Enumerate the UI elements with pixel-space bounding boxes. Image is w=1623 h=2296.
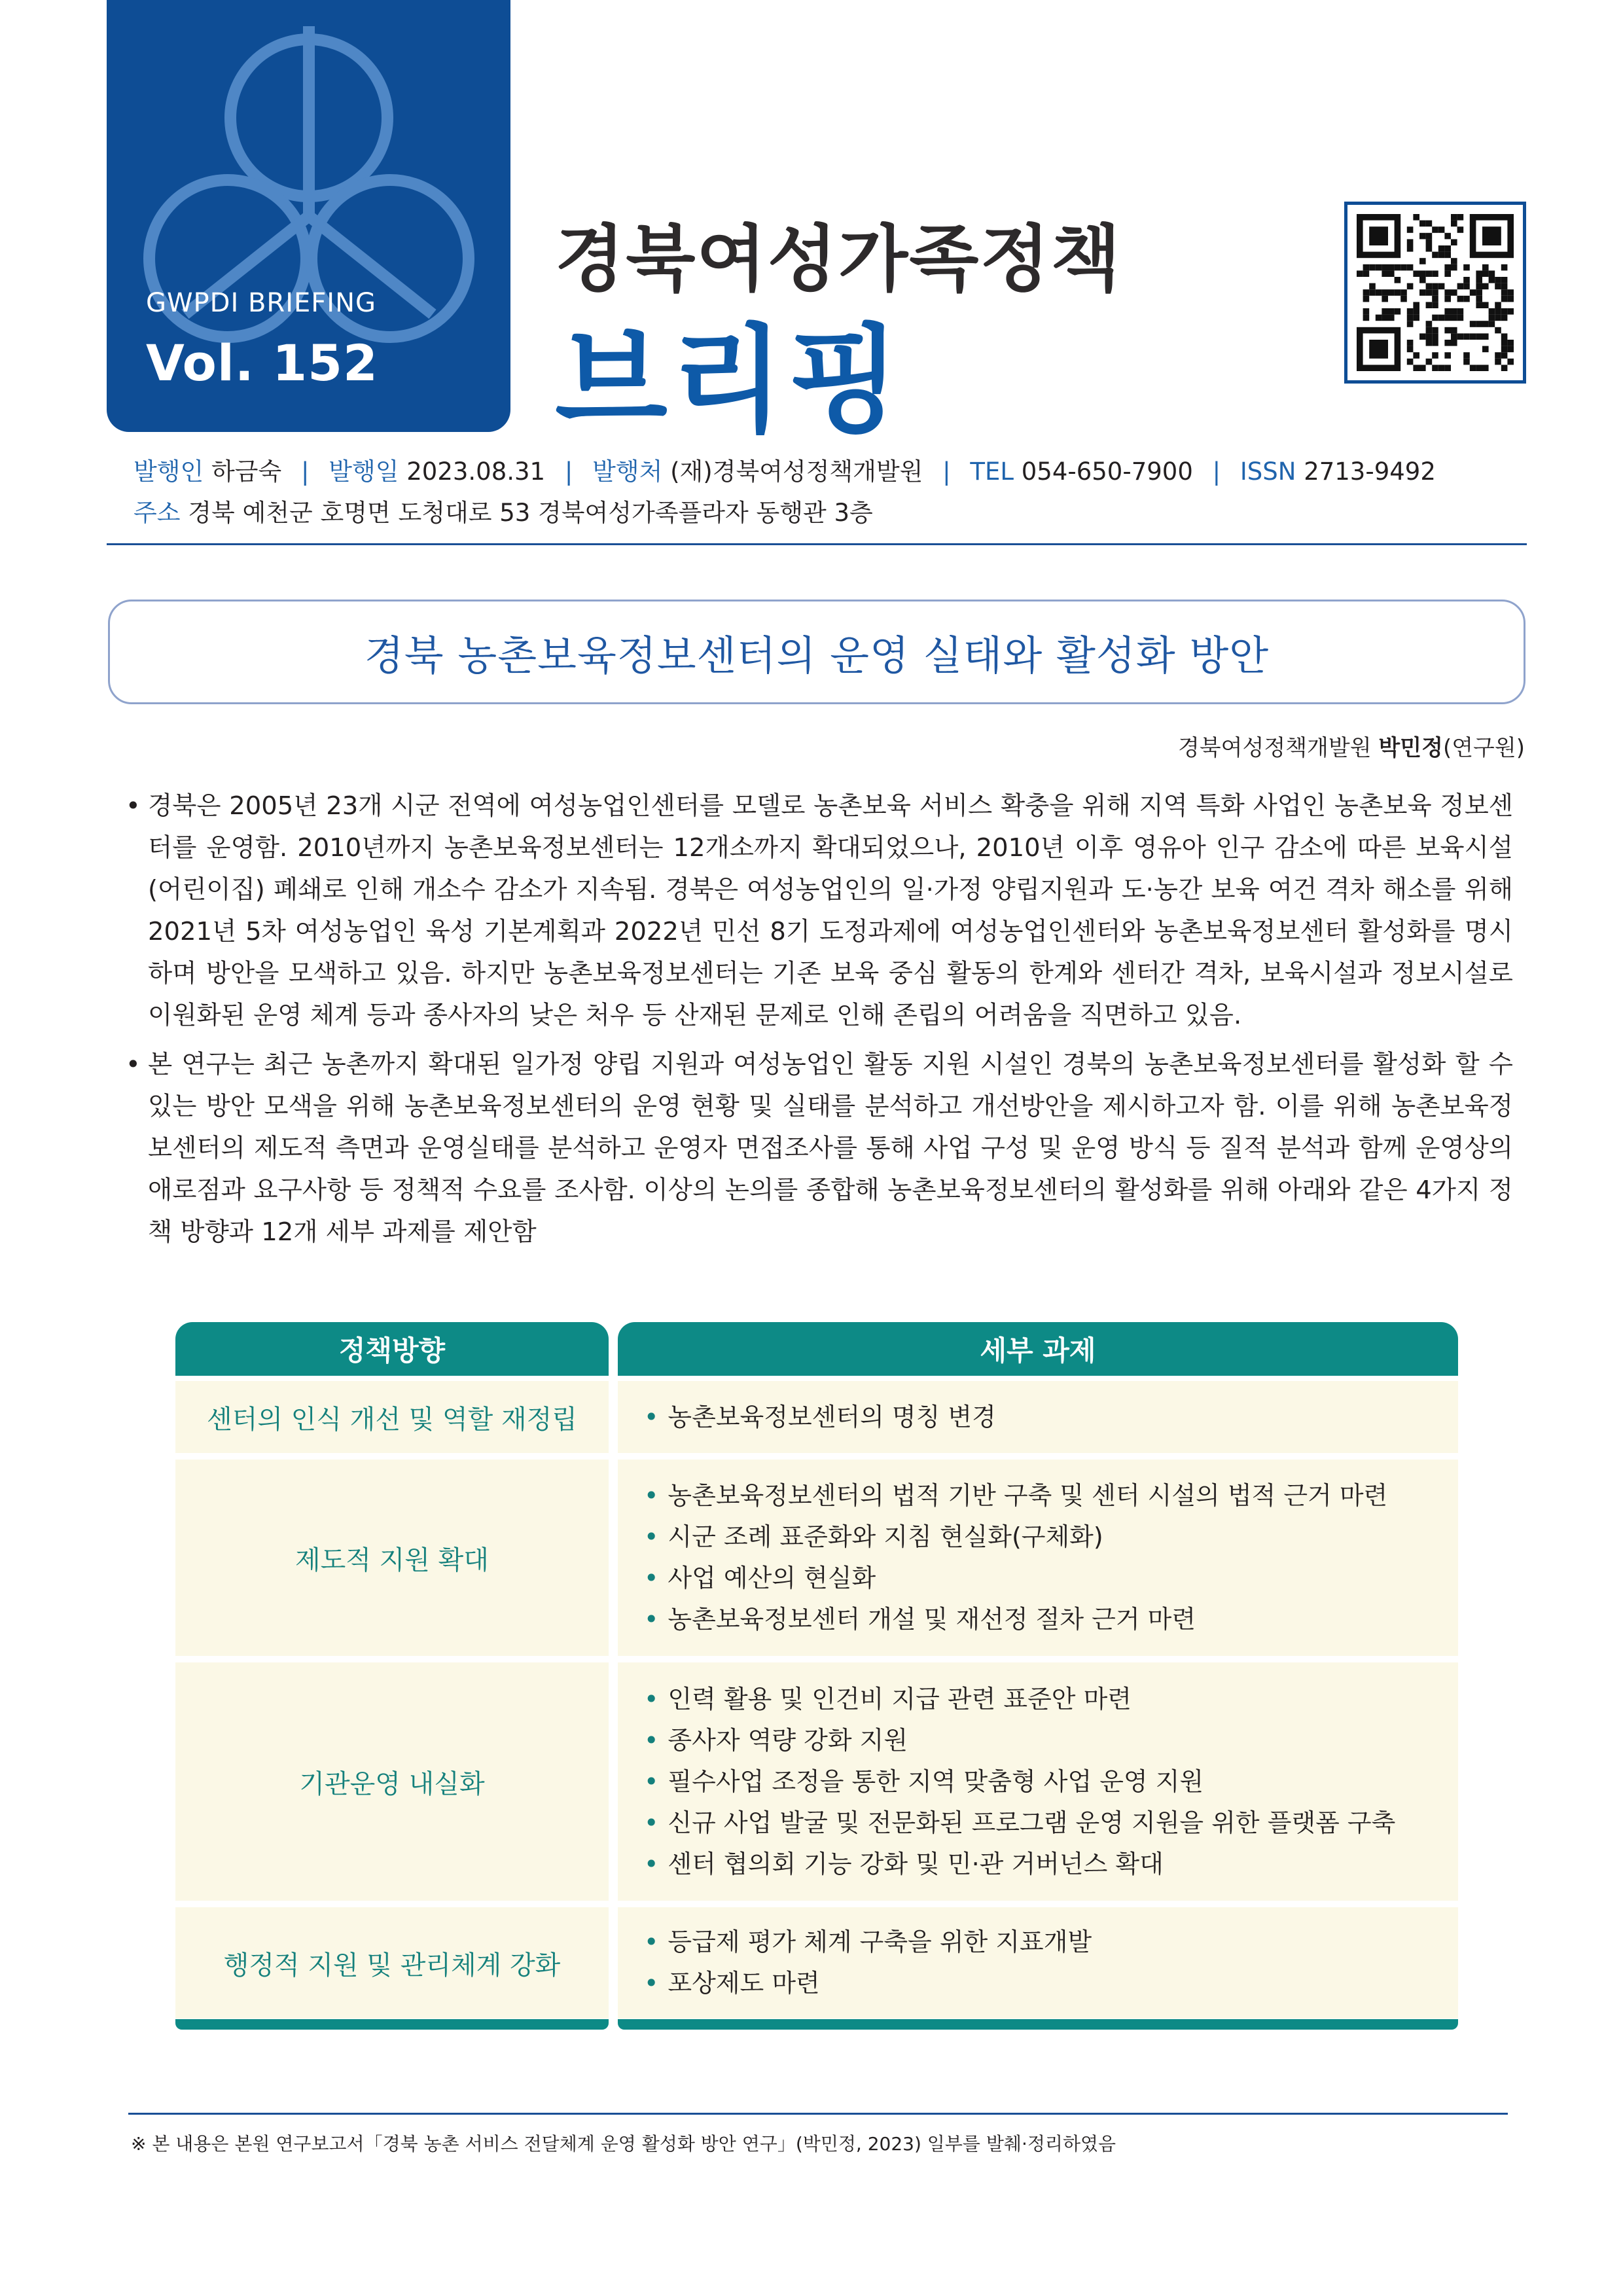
bullet-icon: •: [644, 1684, 659, 1713]
org-label: 발행처: [592, 457, 663, 486]
task-item: [644, 1720, 1458, 1761]
qr-code-icon[interactable]: [1344, 202, 1526, 384]
task-text: 농촌보육정보센터의 명칭 변경: [668, 1402, 996, 1431]
table-row-direction: 기관운영 내실화: [175, 1662, 609, 1901]
separator: |: [301, 457, 310, 486]
task-text: 시군 조례 표준화와 지침 현실화(구체화): [668, 1522, 1103, 1551]
task-item: [644, 1963, 1458, 2004]
task-text: 포상제도 마련: [668, 1969, 820, 1998]
task-text: 센터 협의회 기능 강화 및 민·관 거버넌스 확대: [668, 1849, 1164, 1878]
author-org: 경북여성정책개발원: [1177, 735, 1372, 761]
task-item: [644, 1679, 1458, 1720]
task-text: 종사자 역량 강화 지원: [668, 1725, 908, 1755]
table-row-tasks: [618, 1662, 1458, 1901]
topic-title-box: [108, 600, 1525, 704]
publisher-label: 발행인: [134, 457, 204, 486]
tel-label: TEL: [970, 457, 1014, 486]
footer-divider: [128, 2113, 1508, 2115]
bullet-icon: •: [644, 1808, 659, 1837]
task-text: 신규 사업 발굴 및 전문화된 프로그램 운영 지원을 위한 플랫폼 구축: [668, 1808, 1396, 1837]
bullet-icon: •: [644, 1725, 659, 1755]
task-item: [644, 1761, 1458, 1803]
bullet-icon: •: [644, 1605, 659, 1634]
author-name: 박민정: [1378, 735, 1443, 761]
task-text: 등급제 평가 체계 구축을 위한 지표개발: [668, 1928, 1092, 1956]
task-text: 농촌보육정보센터의 법적 기반 구축 및 센터 시설의 법적 근거 마련: [668, 1481, 1388, 1510]
date-value: 2023.08.31: [406, 457, 546, 486]
briefing-label: GWPDI BRIEFING: [146, 288, 377, 318]
volume-number: Vol. 152: [146, 334, 378, 392]
task-item: [644, 1397, 1458, 1438]
body-paragraph-2: [126, 1044, 1513, 1253]
issn-label: ISSN: [1240, 457, 1296, 486]
table-footer-bar: [618, 2019, 1458, 2030]
task-text: 농촌보육정보센터 개설 및 재선정 절차 근거 마련: [668, 1605, 1196, 1634]
date-label: 발행일: [329, 457, 399, 486]
logo-block: [107, 0, 510, 432]
header-divider: [107, 543, 1527, 545]
publication-info: [134, 452, 1436, 487]
task-item: [644, 1844, 1458, 1885]
table-row-direction: 제도적 지원 확대: [175, 1460, 609, 1656]
bullet-icon: •: [126, 791, 141, 821]
address-value: 경북 예천군 호명면 도청대로 53 경북여성가족플라자 동행관 3층: [188, 499, 873, 527]
paragraph-text: 본 연구는 최근 농촌까지 확대된 일가정 양립 지원과 여성농업인 활동 지원 시설인 경북의 농촌보육정보센터를 활성화 할 수 있는 방안 모색을 위해 농촌보육정보센터의 운영 현황 및 실태를 분석하고 개선방안을 제시하고자 함. 이를 위해 농촌보육정보센터의 제도적 측면과 운영실태를 분석하고 운영자 면접조사를 통해 사업 구성 및 운영 방식 등 질적 분석과 함께 운영상의 애로점과 요구사항 등 정책적 수요를 조사함. 이상의 논의를 종합해 농촌보육정보센터의 활성화를 위해 아래와 같은 4가지 정책 방향과 12개 세부 과제를 제안함: [148, 1050, 1513, 1247]
bullet-icon: •: [644, 1522, 659, 1551]
tel-value: 054-650-7900: [1021, 457, 1193, 486]
task-item: [644, 1516, 1458, 1558]
table-row-tasks: [618, 1381, 1458, 1453]
task-item: [644, 1475, 1458, 1516]
author-role: (연구원): [1442, 735, 1525, 761]
task-item: [644, 1558, 1458, 1599]
task-text: 사업 예산의 현실화: [668, 1564, 876, 1592]
table-header-direction: 정책방향: [175, 1322, 609, 1376]
publisher-value: 하금숙: [211, 457, 282, 486]
separator: |: [1212, 457, 1221, 486]
table-header-tasks: 세부 과제: [618, 1322, 1458, 1376]
bullet-icon: •: [644, 1767, 659, 1796]
bullet-icon: •: [644, 1402, 659, 1431]
bullet-icon: •: [644, 1969, 659, 1998]
bullet-icon: •: [644, 1928, 659, 1956]
issn-value: 2713-9492: [1304, 457, 1436, 486]
task-item: [644, 1803, 1458, 1844]
task-text: 인력 활용 및 인건비 지급 관련 표준안 마련: [668, 1684, 1132, 1713]
body-paragraph-1: [126, 785, 1513, 1037]
address-info: [134, 493, 873, 528]
table-row-direction: 센터의 인식 개선 및 역할 재정립: [175, 1381, 609, 1453]
org-value: (재)경북여성정책개발원: [670, 457, 923, 486]
table-footer-bar: [175, 2019, 609, 2030]
table-row-direction: 행정적 지원 및 관리체계 강화: [175, 1907, 609, 2018]
publication-title: 경북여성가족정책: [555, 217, 1122, 301]
table-row-tasks: [618, 1907, 1458, 2018]
task-text: 필수사업 조정을 통한 지역 맞춤형 사업 운영 지원: [668, 1767, 1204, 1796]
footnote: ※ 본 내용은 본원 연구보고서「경북 농촌 서비스 전달체계 운영 활성화 방안 연구」(박민정, 2023) 일부를 발췌·정리하였음: [131, 2133, 1116, 2155]
table-row-tasks: [618, 1460, 1458, 1656]
publication-subtitle: 브리핑: [555, 313, 904, 448]
separator: |: [942, 457, 951, 486]
bullet-icon: •: [644, 1849, 659, 1878]
author-line: [1178, 730, 1525, 762]
address-label: 주소: [134, 499, 181, 527]
task-item: [644, 1922, 1458, 1963]
paragraph-text: 경북은 2005년 23개 시군 전역에 여성농업인센터를 모델로 농촌보육 서비스 확충을 위해 지역 특화 사업인 농촌보육 정보센터를 운영함. 2010년까지 농촌보육정보센터는 12개소까지 확대되었으나, 2010년 이후 영유아 인구 감소에 따른 보육시설(어린이집) 폐쇄로 인해 개소수 감소가 지속됨. 경북은 여성농업인의 일·가정 양립지원과 도·농간 보육 여건 격차 해소를 위해 2021년 5차 여성농업인 육성 기본계획과 2022년 민선 8기 도정과제에 여성농업인센터와 농촌보육정보센터 활성화를 명시하며 방안을 모색하고 있음. 하지만 농촌보육정보센터는 기존 보육 중심 활동의 한계와 센터간 격차, 보육시설과 정보시설로 이원화된 운영 체계 등과 종사자의 낮은 처우 등 산재된 문제로 인해 존립의 어려움을 직면하고 있음.: [148, 791, 1513, 1030]
separator: |: [564, 457, 573, 486]
topic-title: 경북 농촌보육정보센터의 운영 실태와 활성화 방안: [364, 631, 1270, 679]
bullet-icon: •: [644, 1564, 659, 1592]
bullet-icon: •: [644, 1481, 659, 1510]
task-item: [644, 1599, 1458, 1640]
bullet-icon: •: [126, 1050, 141, 1079]
